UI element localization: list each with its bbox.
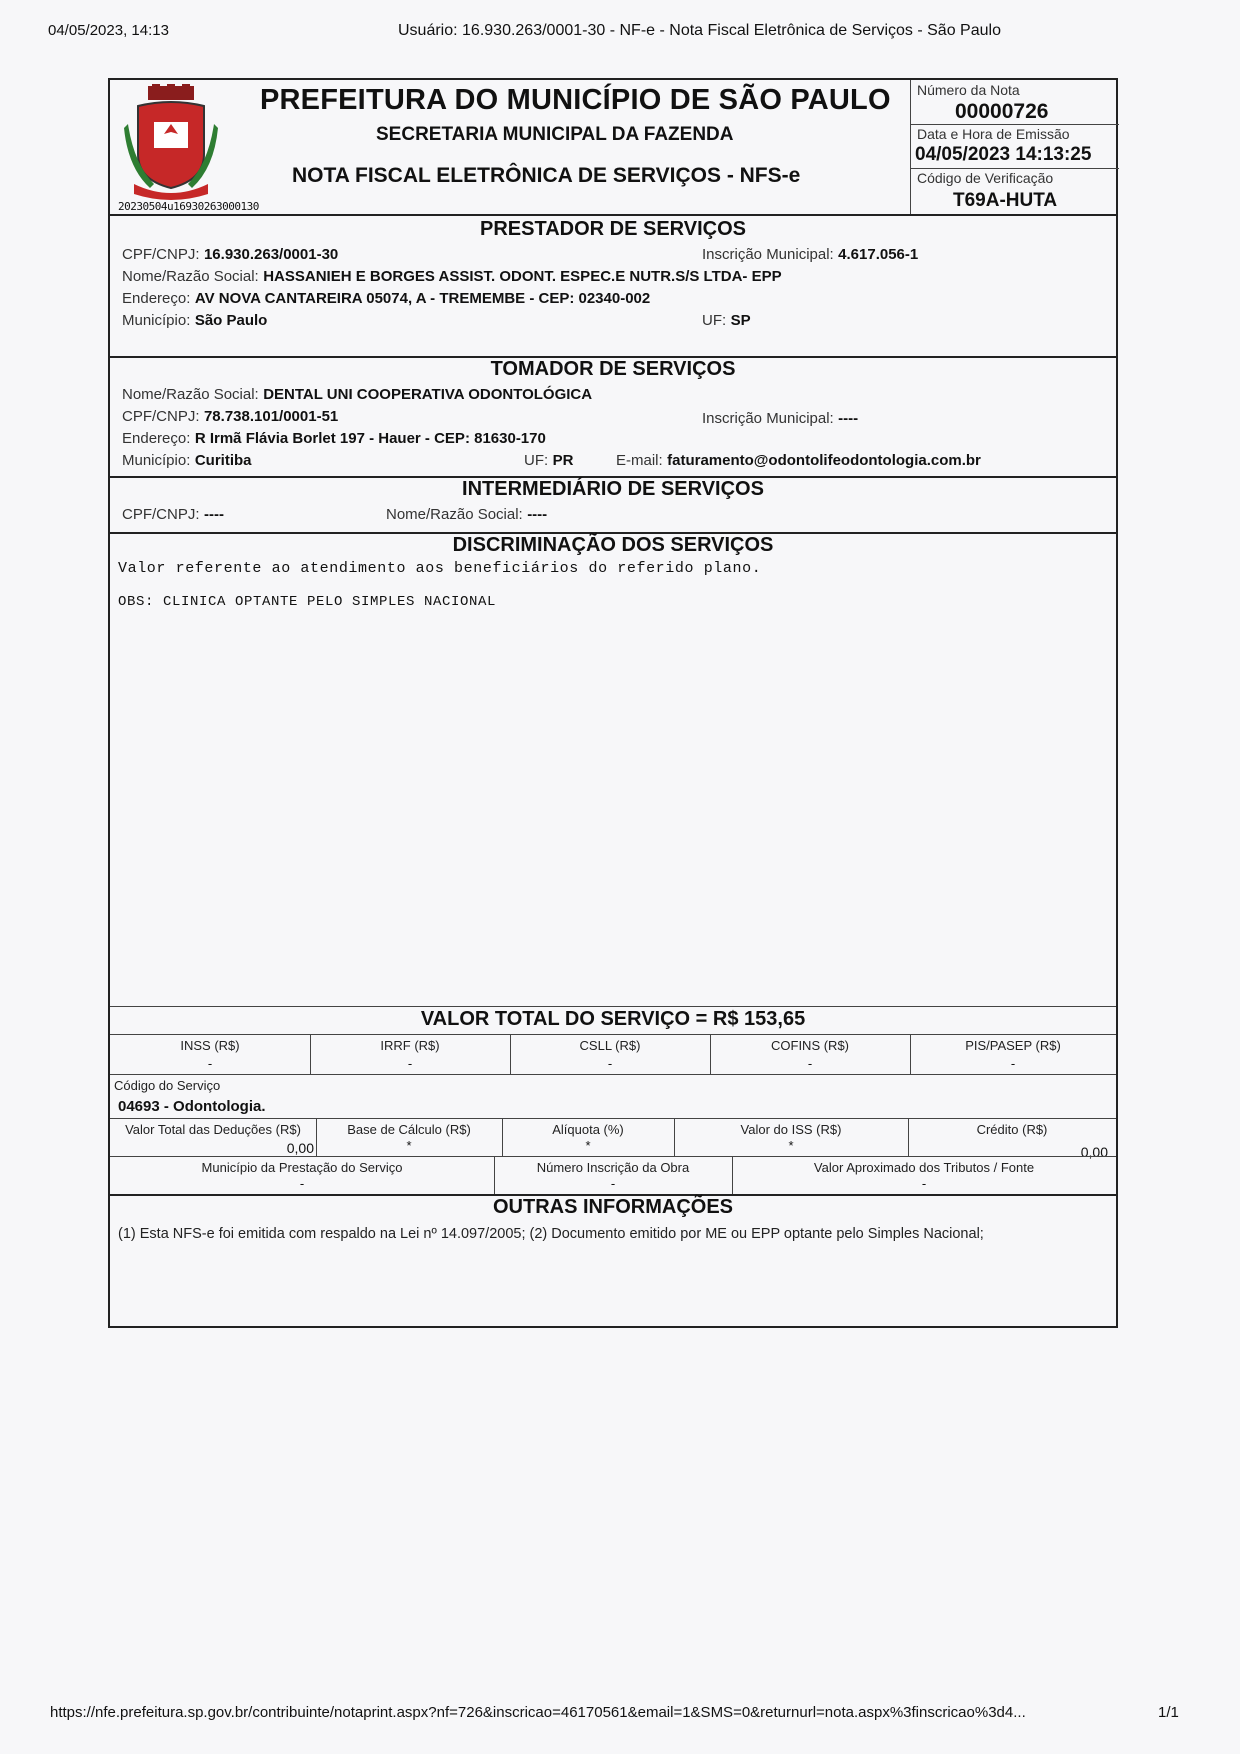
codigo-verificacao-label: Código de Verificação — [917, 170, 1054, 186]
intermediario-cpf: ---- — [203, 506, 224, 523]
tomador-municipio: Curitiba — [194, 452, 252, 469]
print-date: 04/05/2023, 14:13 — [48, 22, 169, 39]
tomador-email: faturamento@odontolifeodontologia.com.br — [667, 452, 981, 469]
outras-text: (1) Esta NFS-e foi emitida com respaldo na Lei nº 14.097/2005; (2) Documento emitido por ME ou EPP optante pelo Simples Nacional; — [118, 1226, 984, 1242]
csll-label: CSLL (R$) — [579, 1038, 641, 1053]
cofins-label: COFINS (R$) — [771, 1038, 849, 1053]
tomador-endereco-label: Endereço: — [122, 430, 191, 447]
prestador-endereco-label: Endereço: — [122, 290, 191, 307]
credito-label: Crédito (R$) — [976, 1122, 1048, 1137]
discriminacao-line-2: OBS: CLINICA OPTANTE PELO SIMPLES NACIONAL — [118, 594, 497, 610]
valor-total: VALOR TOTAL DO SERVIÇO = R$ 153,65 — [420, 1008, 806, 1030]
tomador-nome-label: Nome/Razão Social: — [122, 386, 259, 403]
irrf-value: - — [407, 1056, 413, 1071]
barcode-text: 20230504u16930263000130 — [118, 200, 259, 213]
tributos-value: - — [921, 1176, 927, 1191]
nfse-title: NOTA FISCAL ELETRÔNICA DE SERVIÇOS - NFS-e — [292, 164, 801, 187]
intermediario-nome: ---- — [527, 506, 548, 523]
intermediario-cpf-label: CPF/CNPJ: — [122, 506, 200, 523]
prestador-nome-label: Nome/Razão Social: — [122, 268, 259, 285]
data-emissao-label: Data e Hora de Emissão — [917, 126, 1070, 142]
secretaria-title: SECRETARIA MUNICIPAL DA FAZENDA — [376, 124, 734, 145]
numero-label: Número da Nota — [917, 82, 1020, 98]
tributos-label: Valor Aproximado dos Tributos / Fonte — [813, 1160, 1035, 1175]
prestador-title: PRESTADOR DE SERVIÇOS — [480, 218, 746, 240]
tomador-im: ---- — [838, 410, 859, 427]
tomador-cpf: 78.738.101/0001-51 — [203, 408, 339, 425]
prestador-im-label: Inscrição Municipal: — [702, 246, 834, 263]
prestador-im: 4.617.056-1 — [838, 246, 919, 263]
csll-value: - — [607, 1056, 613, 1071]
intermediario-title: INTERMEDIÁRIO DE SERVIÇOS — [462, 478, 764, 500]
tomador-municipio-label: Município: — [122, 452, 191, 469]
iss-label: Valor do ISS (R$) — [740, 1122, 842, 1137]
prestador-endereco: AV NOVA CANTAREIRA 05074, A - TREMEMBE - CEP: 02340-002 — [194, 290, 651, 307]
nota-info-box — [910, 80, 1119, 214]
tomador-cpf-label: CPF/CNPJ: — [122, 408, 200, 425]
pis-label: PIS/PASEP (R$) — [965, 1038, 1061, 1053]
codigo-servico: 04693 - Odontologia. — [118, 1098, 266, 1115]
prefeitura-title: PREFEITURA DO MUNICÍPIO DE SÃO PAULO — [260, 84, 891, 116]
prestador-uf-label: UF: — [702, 312, 727, 329]
aliquota-value: * — [585, 1138, 591, 1153]
prestador-nome: HASSANIEH E BORGES ASSIST. ODONT. ESPEC.E NUTR.S/S LTDA- EPP — [263, 268, 782, 285]
aliquota-label: Alíquota (%) — [552, 1122, 624, 1137]
tomador-endereco: R Irmã Flávia Borlet 197 - Hauer - CEP: 81630-170 — [194, 430, 546, 447]
irrf-label: IRRF (R$) — [380, 1038, 440, 1053]
data-emissao: 04/05/2023 14:13:25 — [915, 144, 1092, 165]
cofins-value: - — [807, 1056, 813, 1071]
discriminacao-line-1: Valor referente ao atendimento aos beneficiários do referido plano. — [118, 560, 762, 577]
credito-value: 0,00 — [1080, 1144, 1108, 1160]
prestador-municipio: São Paulo — [194, 312, 268, 329]
inss-label: INSS (R$) — [180, 1038, 240, 1053]
inscricao-obra-value: - — [610, 1176, 616, 1191]
tomador-nome: DENTAL UNI COOPERATIVA ODONTOLÓGICA — [263, 386, 593, 403]
intermediario-nome-label: Nome/Razão Social: — [386, 506, 523, 523]
numero-nota: 00000726 — [955, 100, 1049, 123]
iss-value: * — [788, 1138, 794, 1153]
tomador-uf-label: UF: — [524, 452, 549, 469]
prestador-uf: SP — [730, 312, 751, 329]
base-calculo-value: * — [406, 1138, 412, 1153]
codigo-verificacao: T69A-HUTA — [953, 190, 1058, 211]
footer-page-number: 1/1 — [1158, 1704, 1179, 1721]
deducoes-label: Valor Total das Deduções (R$) — [125, 1122, 301, 1137]
municipio-prestacao-label: Município da Prestação do Serviço — [201, 1160, 403, 1175]
prestador-municipio-label: Município: — [122, 312, 191, 329]
prestador-cpf: 16.930.263/0001-30 — [203, 246, 339, 263]
prestador-cpf-label: CPF/CNPJ: — [122, 246, 200, 263]
municipio-prestacao-value: - — [299, 1176, 305, 1191]
tomador-im-label: Inscrição Municipal: — [702, 410, 834, 427]
inscricao-obra-label: Número Inscrição da Obra — [536, 1160, 690, 1175]
outras-title: OUTRAS INFORMAÇÕES — [493, 1196, 733, 1218]
pis-value: - — [1010, 1056, 1016, 1071]
tomador-uf: PR — [552, 452, 574, 469]
nfse-document — [108, 78, 1118, 1328]
footer-url: https://nfe.prefeitura.sp.gov.br/contribuinte/notaprint.aspx?nf=726&inscricao=46170561&email=1&SMS=0&returnurl=nota.aspx%3finscricao%3d4... — [50, 1704, 1026, 1721]
print-user-line: Usuário: 16.930.263/0001-30 - NF-e - Nota Fiscal Eletrônica de Serviços - São Paulo — [398, 22, 1001, 39]
discriminacao-title: DISCRIMINAÇÃO DOS SERVIÇOS — [452, 534, 774, 556]
tomador-title: TOMADOR DE SERVIÇOS — [490, 358, 736, 380]
deducoes-value: 0,00 — [286, 1140, 314, 1156]
inss-value: - — [207, 1056, 213, 1071]
codigo-servico-label: Código do Serviço — [114, 1078, 221, 1093]
tomador-email-label: E-mail: — [616, 452, 663, 469]
sao-paulo-coat-of-arms-icon — [124, 84, 218, 202]
base-calculo-label: Base de Cálculo (R$) — [347, 1122, 471, 1137]
